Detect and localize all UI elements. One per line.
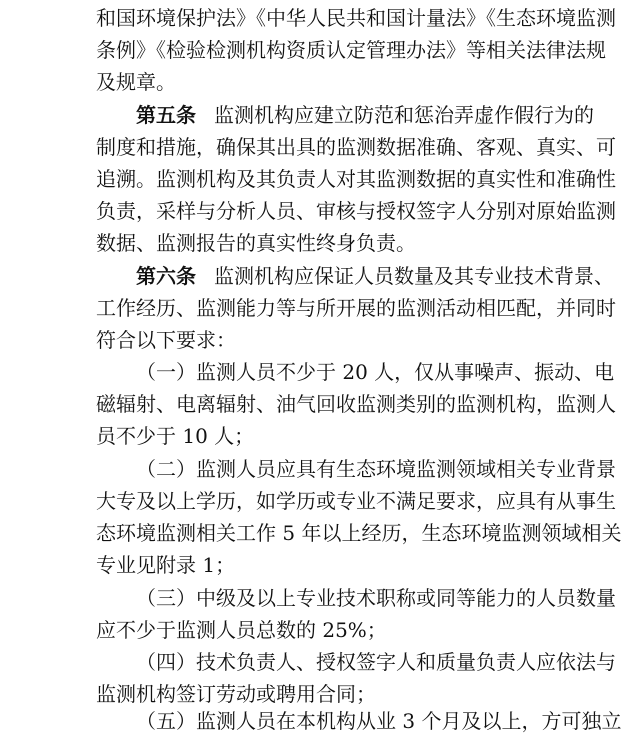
article-five-label: 第五条 — [136, 103, 196, 127]
text-line: 监测机构签订劳动或聘用合同； — [96, 682, 376, 706]
text-line: 工作经历、监测能力等与所开展的监测活动相匹配，并同时 — [96, 296, 616, 320]
article-five-first-line — [136, 99, 594, 131]
text-line: 条例》《检验检测机构资质认定管理办法》等相关法律法规 — [96, 38, 606, 62]
text-line: （四）技术负责人、授权签字人和质量负责人应依法与 — [136, 650, 616, 674]
text-line: 态环境监测相关工作 5 年以上经历，生态环境监测领域相关 — [96, 521, 622, 545]
text-line: 制度和措施，确保其出具的监测数据准确、客观、真实、可 — [96, 135, 616, 159]
text-line: 专业见附录 1； — [96, 553, 236, 577]
text-line: 磁辐射、电离辐射、油气回收监测类别的监测机构，监测人 — [96, 392, 616, 416]
text-line: （二）监测人员应具有生态环境监测领域相关专业背景 — [136, 457, 616, 481]
text-line: 及规章。 — [96, 70, 176, 94]
text-line: 数据、监测报告的真实性终身负责。 — [96, 231, 416, 255]
text-line: （一）监测人员不少于 20 人，仅从事噪声、振动、电 — [136, 360, 615, 384]
text-line: 追溯。监测机构及其负责人对其监测数据的真实性和准确性 — [96, 167, 616, 191]
text-line: 监测机构应保证人员数量及其专业技术背景、 — [214, 264, 614, 288]
text-line: 负责，采样与分析人员、审核与授权签字人分别对原始监测 — [96, 199, 616, 223]
text-line: （五）监测人员在本机构从业 3 个月及以上，方可独立 — [136, 709, 622, 733]
text-line: 符合以下要求： — [96, 328, 236, 352]
text-line: 应不少于监测人员总数的 25%； — [96, 618, 387, 642]
text-line: 员不少于 10 人； — [96, 424, 255, 448]
text-line: （三）中级及以上专业技术职称或同等能力的人员数量 — [136, 586, 616, 610]
text-line: 和国环境保护法》《中华人民共和国计量法》《生态环境监测 — [96, 6, 616, 30]
text-line: 监测机构应建立防范和惩治弄虚作假行为的 — [214, 103, 594, 127]
article-six-first-line — [136, 260, 614, 292]
article-six-label: 第六条 — [136, 264, 196, 288]
text-line: 大专及以上学历，如学历或专业不满足要求，应具有从事生 — [96, 489, 616, 513]
